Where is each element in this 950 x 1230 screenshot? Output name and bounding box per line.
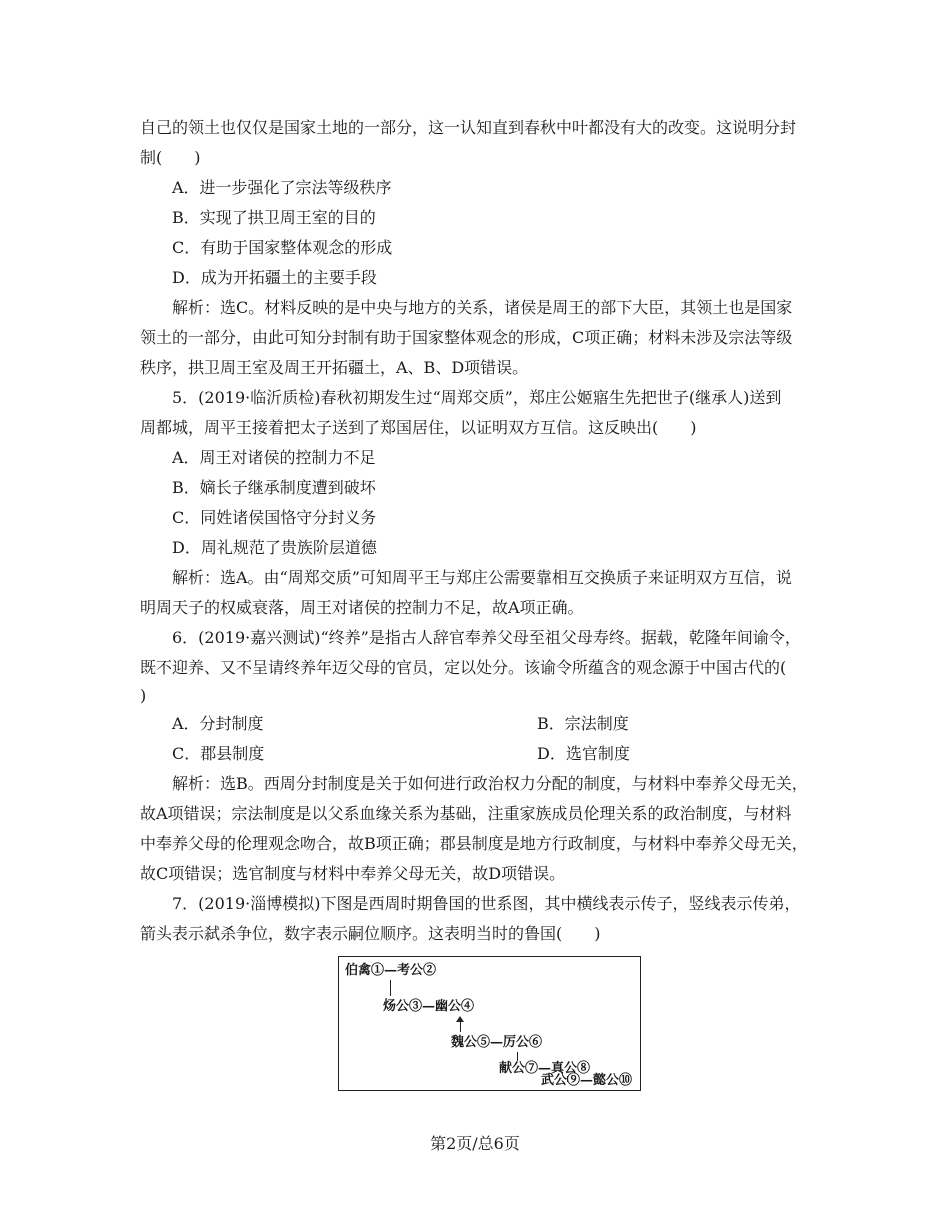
q5-option-d: D．周礼规范了贵族阶层道德 [172, 538, 377, 557]
q4-option-a: A．进一步强化了宗法等级秩序 [172, 178, 392, 197]
q6-option-a: A．分封制度 [172, 714, 264, 733]
q4-analysis-line-2: 领土的一部分，由此可知分封制有助于国家整体观念的形成，C项正确；材料未涉及宗法等级 [140, 328, 793, 347]
q7-stem-line-2: 箭头表示弑杀争位，数字表示嗣位顺序。这表明当时的鲁国( ) [140, 924, 601, 943]
q7-stem-line-1: 7．(2019·淄博模拟)下图是西周时期鲁国的世系图，其中横线表示传子，竖线表示传弟， [172, 894, 801, 913]
q6-stem-line-1: 6．(2019·嘉兴测试)“终养”是指古人辞官奉养父母至祖父母寿终。据载，乾隆年间谕令， [172, 628, 801, 647]
diagram-row-2: 炀公③—幽公④ [383, 999, 475, 1014]
q6-stem-line-2: 既不迎养、又不呈请终养年迈父母的官员，定以处分。该谕令所蕴含的观念源于中国古代的( [140, 658, 787, 677]
q6-analysis-line-4: 故C项错误；选官制度与材料中奉养父母无关，故D项错误。 [140, 864, 566, 883]
usurpation-arrow-shaft [460, 1022, 461, 1032]
q6-analysis-line-2: 故A项错误；宗法制度是以父系血缘关系为基础，注重家族成员伦理关系的政治制度，与材料 [140, 804, 792, 823]
diagram-row-5: 武公⑨—懿公⑩ [541, 1073, 633, 1088]
diagram-row-4: 献公⑦—真公⑧ [499, 1061, 591, 1076]
q6-analysis-line-1: 解析：选B。西周分封制度是关于如何进行政治权力分配的制度，与材料中奉养父母无关， [172, 774, 808, 793]
q5-stem-line-1: 5．(2019·临沂质检)春秋初期发生过“周郑交质”，郑庄公姬寤生先把世子(继承人)送到 [172, 388, 782, 407]
q4-analysis-line-3: 秩序，拱卫周王室及周王开拓疆土，A、B、D项错误。 [140, 358, 529, 377]
q6-option-b: B．宗法制度 [537, 714, 629, 733]
diagram-row-1: 伯禽①—考公② [345, 963, 437, 978]
q4-option-d: D．成为开拓疆土的主要手段 [172, 268, 377, 287]
q4-stem-line-1: 自己的领土也仅仅是国家土地的一部分，这一认知直到春秋中叶都没有大的改变。这说明分封 [140, 118, 797, 137]
q4-stem-line-2: 制( ) [140, 148, 201, 167]
q6-option-c: C．郡县制度 [172, 744, 265, 763]
q4-analysis-line-1: 解析：选C。材料反映的是中央与地方的关系，诸侯是周王的部下大臣，其领土也是国家 [172, 298, 793, 317]
brother-succession-line [390, 980, 391, 996]
q5-option-c: C．同姓诸侯国恪守分封义务 [172, 508, 377, 527]
q6-option-d: D．选官制度 [537, 744, 630, 763]
q4-option-b: B．实现了拱卫周王室的目的 [172, 208, 376, 227]
q5-analysis-line-2: 明周天子的权威衰落，周王对诸侯的控制力不足，故A项正确。 [140, 598, 584, 617]
brother-succession-line [517, 1052, 518, 1061]
q6-stem-line-3: ) [140, 686, 147, 705]
q5-stem-line-2: 周都城，周平王接着把太子送到了郑国居住，以证明双方互信。这反映出( ) [140, 418, 697, 437]
q5-option-b: B．嫡长子继承制度遭到破坏 [172, 478, 376, 497]
q4-option-c: C．有助于国家整体观念的形成 [172, 238, 393, 257]
q5-option-a: A．周王对诸侯的控制力不足 [172, 448, 376, 467]
diagram-row-3: 魏公⑤—厉公⑥ [451, 1035, 543, 1050]
lineage-diagram [338, 956, 641, 1091]
page-footer: 第2页/总6页 [430, 1134, 520, 1153]
q5-analysis-line-1: 解析：选A。由“周郑交质”可知周平王与郑庄公需要靠相互交换质子来证明双方互信，说 [172, 568, 792, 587]
q6-analysis-line-3: 中奉养父母的伦理观念吻合，故B项正确；郡县制度是地方行政制度，与材料中奉养父母无关， [140, 834, 808, 853]
